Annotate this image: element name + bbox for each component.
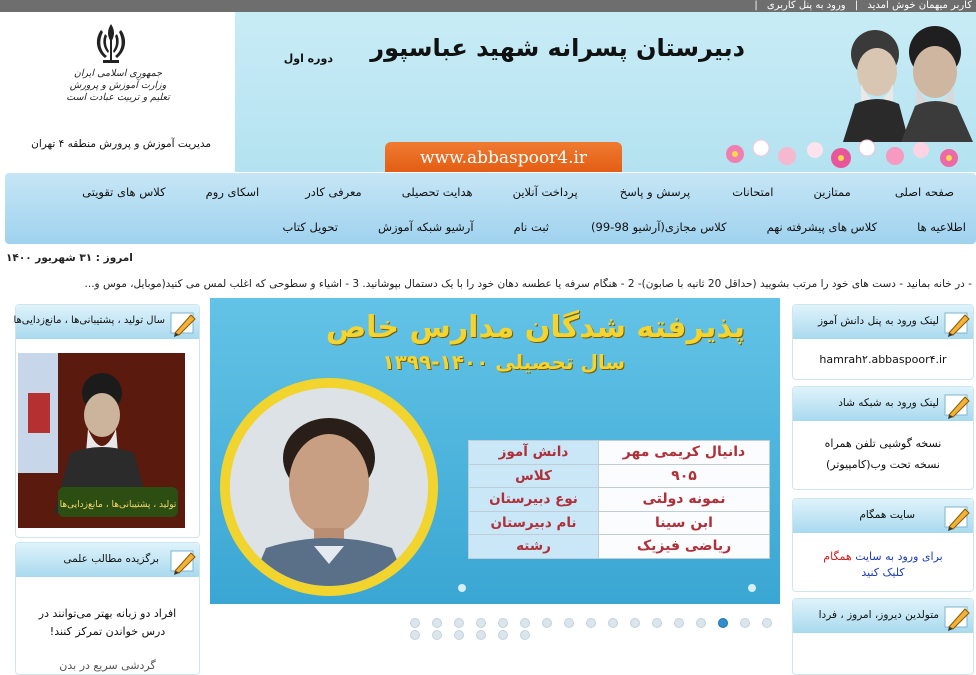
pencil-icon [167,545,199,577]
science-line-1: افراد دو زبانه بهتر می‌توانند در [38,607,177,620]
info-key: نام دبیرستان [469,511,599,535]
site-url-tab[interactable]: www.abbaspoor4.ir [385,142,622,172]
ministry-line-2: وزارت آموزش و پرورش [69,80,167,91]
pager-dot[interactable] [674,618,684,628]
pager-dot[interactable] [586,618,596,628]
topbar-separator: | [754,0,758,11]
nav-item-announcements[interactable]: اطلاعیه ها [917,220,966,234]
nav-item-faq[interactable]: پرسش و پاسخ [619,185,691,199]
leader-banner-image [18,353,185,528]
nav-item-extra-classes[interactable]: کلاس های تقویتی [82,185,166,199]
ministry-line-3: تعلیم و تربیت عبادت است [66,92,170,103]
table-row [469,535,770,559]
info-value: ۹۰۵ [599,464,770,488]
pager-dot[interactable] [454,630,464,640]
nav-item-home[interactable]: صفحه اصلی [894,185,954,199]
ministry-logo-text [53,68,183,104]
date-label: امروز : [95,252,133,264]
hamgam-text-red: همگام [823,550,852,563]
student-info-table [468,440,770,559]
student-photo [230,388,428,586]
table-row [469,464,770,488]
panel-header [793,499,973,533]
table-row [469,441,770,465]
panel-title: لینک ورود به پنل دانش آموز [817,315,939,327]
nav-item-skyroom[interactable]: اسکای روم [205,185,260,199]
nav-item-exams[interactable]: امتحانات [732,185,774,199]
topbar-separator: | [854,0,859,11]
pager-dot[interactable] [630,618,640,628]
panel-header [793,305,973,339]
school-title: دبیرستان پسرانه شهید عباسپور [370,34,745,62]
pager-dot-active[interactable] [718,618,728,628]
panel-header [13,305,199,339]
pager-dot[interactable] [652,618,662,628]
slider-pager [408,618,778,642]
science-line-2: درس خواندن تمرکز کنند! [49,625,166,638]
info-key: دانش آموز [469,441,599,465]
panel-title: لینک ورود به شبکه شاد [838,397,939,409]
table-row [469,511,770,535]
panel-hamgam [792,498,974,592]
slide-subtitle: سال تحصیلی ۱۴۰۰-۱۳۹۹ [382,350,625,374]
ticker-text: - در خانه بمانید - دست های خود را مرتب بشویید (حداقل 20 ثانیه با صابون)- 2 - هنگام سرفه یا عطسه دهان خود را با یک دستمال بپوشانید. 3 - اشیاء و سطوحی که اغلب لمس می کنید(موبایل، موس و... [84,278,972,290]
ministry-logo-area [5,12,235,172]
pencil-icon [941,501,973,533]
pencil-icon [941,389,973,421]
pager-dot[interactable] [476,630,486,640]
shad-web-link[interactable]: نسخه تحت وب(کامپیوتر) [825,458,940,471]
panel-title: برگزیده مطالب علمی [63,553,159,565]
info-value: نمونه دولتی [599,488,770,512]
flowers-decoration [705,130,976,172]
pager-dot[interactable] [696,618,706,628]
panel-year-slogan [15,304,200,538]
science-line-3: گردشی سریع در بدن [59,659,156,672]
table-row [469,488,770,512]
pencil-icon [941,307,973,339]
info-value: ریاضی فیزیک [599,535,770,559]
panel-title: سال تولید ، پشتیبانی‌ها ، مانع‌زدایی‌ها [13,315,165,326]
main-navigation [5,173,976,244]
hamgam-text-prefix: برای ورود به سایت [855,550,943,563]
pager-dot[interactable] [498,618,508,628]
nav-item-virtual-class-archive[interactable]: کلاس مجازی(آرشیو 98-99) [591,220,727,234]
pager-dot[interactable] [454,618,464,628]
panel-science [15,542,200,675]
panel-header [16,543,199,577]
pager-dot[interactable] [608,618,618,628]
welcome-text: کاربر میهمان خوش آمدید [867,0,972,11]
pager-dot[interactable] [432,618,442,628]
hamgam-text-suffix: کلیک کنید [861,566,905,579]
panel-header [793,599,973,633]
student-portal-link[interactable]: hamrah۲.abbaspoor۴.ir [819,353,947,366]
date-bar [0,252,976,266]
nav-item-guidance[interactable]: هدایت تحصیلی [401,185,473,199]
iran-emblem-icon [87,20,135,68]
district-label: مدیریت آموزش و پرورش منطقه ۴ تهران [31,138,211,150]
nav-item-online-payment[interactable]: پرداخت آنلاین [512,185,578,199]
nav-item-advanced-classes[interactable]: کلاس های پیشرفته نهم [766,220,878,234]
nav-item-registration[interactable]: ثبت نام [513,220,550,234]
banner-caption: تولید ، پشتیبانی‌ها ، مانع‌زدایی‌ها [59,500,177,510]
info-key: رشته [469,535,599,559]
site-header [5,12,976,172]
top-utility-bar [0,0,976,12]
panel-birthdays [792,598,974,675]
pager-dot[interactable] [740,618,750,628]
ministry-line-1: جمهوری اسلامی ایران [73,68,163,79]
slide-decor-dots [458,584,758,594]
nav-row-2 [5,210,976,244]
hamgam-link[interactable] [793,549,973,581]
info-key: کلاس [469,464,599,488]
pager-dot[interactable] [564,618,574,628]
nav-row-1 [5,175,976,209]
news-ticker [0,278,976,294]
pager-dot[interactable] [520,630,530,640]
panel-title: متولدین دیروز، امروز ، فردا [818,609,939,621]
pager-dot[interactable] [520,618,530,628]
panel-title: سایت همگام [859,509,915,521]
nav-item-top-students[interactable]: ممتازین [813,185,851,199]
shad-mobile-link[interactable]: نسخه گوشیی تلفن همراه [824,437,942,450]
nav-item-education-archive[interactable]: آرشیو شبکه آموزش [377,220,474,234]
pager-dot[interactable] [410,618,420,628]
nav-item-staff[interactable]: معرفی کادر [305,185,362,199]
panel-header [793,387,973,421]
pencil-icon [167,307,199,339]
pager-dot[interactable] [498,630,508,640]
info-key: نوع دبیرستان [469,488,599,512]
info-value: دانیال کریمی مهر [599,441,770,465]
pager-dot[interactable] [542,618,552,628]
pager-dot[interactable] [476,618,486,628]
leaders-portrait-image [835,14,976,142]
pencil-icon [941,601,973,633]
shad-links [793,437,973,471]
panel-student-portal [792,304,974,380]
school-subtitle: دوره اول [283,52,333,65]
pager-dot[interactable] [410,630,420,640]
featured-slider[interactable] [210,298,780,604]
date-value: ۳۱ شهریور ۱۴۰۰ [6,252,93,264]
info-value: ابن سینا [599,511,770,535]
pager-dot[interactable] [432,630,442,640]
login-link[interactable]: ورود به پنل کاربری [766,0,846,11]
pager-dot[interactable] [762,618,772,628]
panel-shad [792,386,974,490]
slide-title: پذیرفته شدگان مدارس خاص [325,310,745,345]
science-article[interactable] [16,605,199,675]
nav-item-book-delivery[interactable]: تحویل کتاب [282,220,338,234]
